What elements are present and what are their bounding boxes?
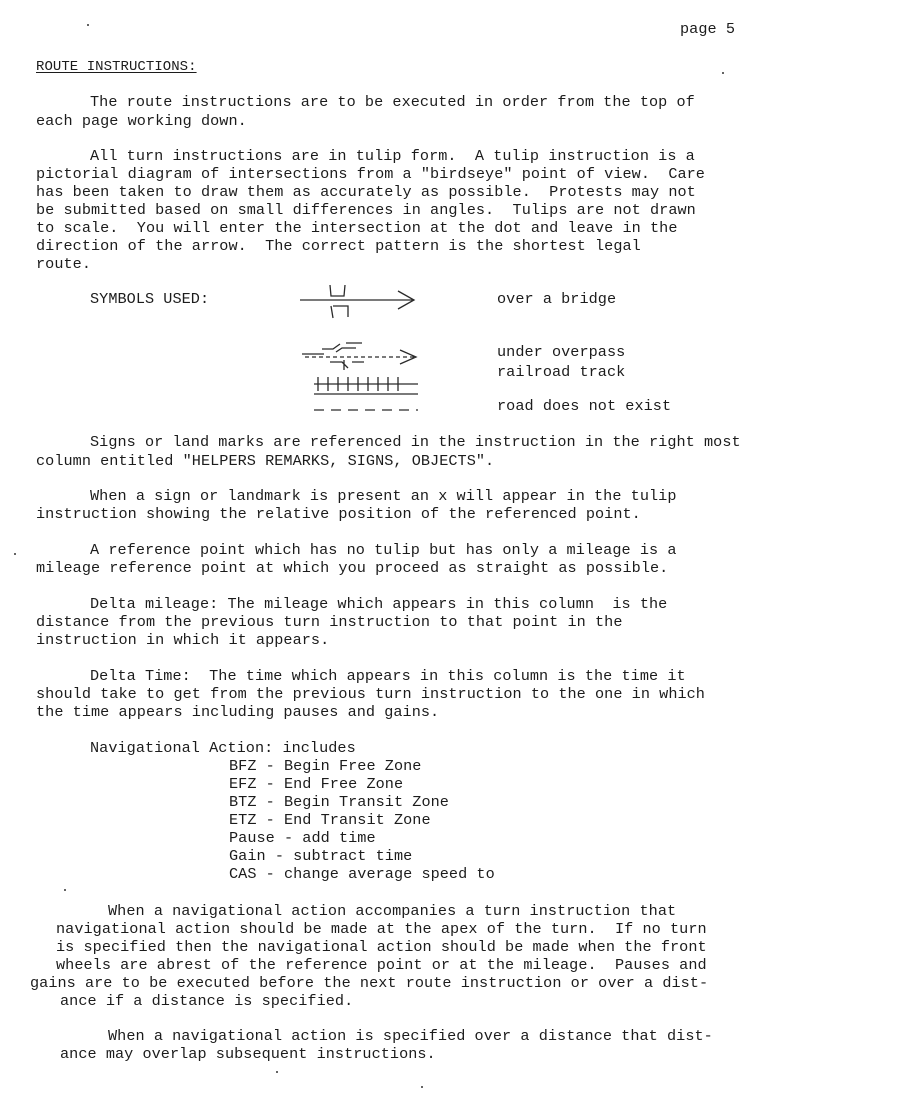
symbol-label-overpass: under overpass	[497, 343, 626, 361]
nav-action-item: EFZ - End Free Zone	[229, 775, 404, 793]
section-heading: ROUTE INSTRUCTIONS:	[36, 59, 197, 75]
text-line: pictorial diagram of intersections from a "birdseye" point of view. Care	[36, 165, 705, 183]
nav-action-item: CAS - change average speed to	[229, 865, 495, 883]
overpass-icon	[300, 340, 420, 372]
text-line: navigational action should be made at the apex of the turn. If no turn	[56, 920, 707, 938]
symbols-label: SYMBOLS USED:	[90, 290, 210, 308]
nav-action-intro: Navigational Action: includes	[90, 739, 356, 757]
nonexistent-road-icon	[312, 404, 424, 414]
text-line: should take to get from the previous turn instruction to the one in which	[36, 685, 705, 703]
symbol-label-railroad: railroad track	[497, 363, 626, 381]
scan-speck	[87, 24, 89, 26]
text-line: ance may overlap subsequent instructions.	[60, 1045, 436, 1063]
bridge-icon	[298, 281, 418, 325]
text-line: direction of the arrow. The correct pattern is the shortest legal	[36, 237, 641, 255]
nav-action-item: Pause - add time	[229, 829, 376, 847]
text-line: A reference point which has no tulip but has only a mileage is a	[90, 541, 677, 559]
text-line: ance if a distance is specified.	[60, 992, 354, 1010]
railroad-icon	[310, 372, 425, 398]
text-line: The route instructions are to be executed in order from the top of	[90, 93, 695, 111]
scan-speck	[421, 1086, 423, 1088]
text-line: When a navigational action accompanies a turn instruction that	[108, 902, 677, 920]
text-line: be submitted based on small differences in angles. Tulips are not drawn	[36, 201, 696, 219]
scan-speck	[64, 889, 66, 891]
text-line: Signs or land marks are referenced in the instruction in the right most	[90, 433, 741, 451]
nav-action-item: BFZ - Begin Free Zone	[229, 757, 422, 775]
nav-action-item: ETZ - End Transit Zone	[229, 811, 431, 829]
text-line: Delta mileage: The mileage which appears in this column is the	[90, 595, 668, 613]
text-line: gains are to be executed before the next route instruction or over a dist-	[30, 974, 709, 992]
text-line: mileage reference point at which you proceed as straight as possible.	[36, 559, 669, 577]
text-line: to scale. You will enter the intersection at the dot and leave in the	[36, 219, 678, 237]
scan-speck	[14, 553, 16, 555]
scan-speck	[276, 1071, 278, 1073]
nav-action-item: Gain - subtract time	[229, 847, 413, 865]
text-line: When a sign or landmark is present an x will appear in the tulip	[90, 487, 677, 505]
text-line: All turn instructions are in tulip form. A tulip instruction is a	[90, 147, 695, 165]
scan-speck	[722, 72, 724, 74]
symbol-label-nonexistent-road: road does not exist	[497, 397, 672, 415]
nav-action-item: BTZ - Begin Transit Zone	[229, 793, 449, 811]
page-number: page 5	[680, 20, 735, 38]
text-line: distance from the previous turn instruction to that point in the	[36, 613, 623, 631]
text-line: route.	[36, 255, 91, 273]
text-line: the time appears including pauses and gains.	[36, 703, 440, 721]
text-line: each page working down.	[36, 112, 247, 130]
text-line: instruction showing the relative position of the referenced point.	[36, 505, 641, 523]
text-line: When a navigational action is specified over a distance that dist-	[108, 1027, 713, 1045]
text-line: column entitled "HELPERS REMARKS, SIGNS, OBJECTS".	[36, 452, 495, 470]
text-line: has been taken to draw them as accurately as possible. Protests may not	[36, 183, 696, 201]
text-line: wheels are abrest of the reference point or at the mileage. Pauses and	[56, 956, 707, 974]
symbol-label-bridge: over a bridge	[497, 290, 617, 308]
text-line: instruction in which it appears.	[36, 631, 330, 649]
text-line: Delta Time: The time which appears in this column is the time it	[90, 667, 686, 685]
text-line: is specified then the navigational action should be made when the front	[56, 938, 707, 956]
